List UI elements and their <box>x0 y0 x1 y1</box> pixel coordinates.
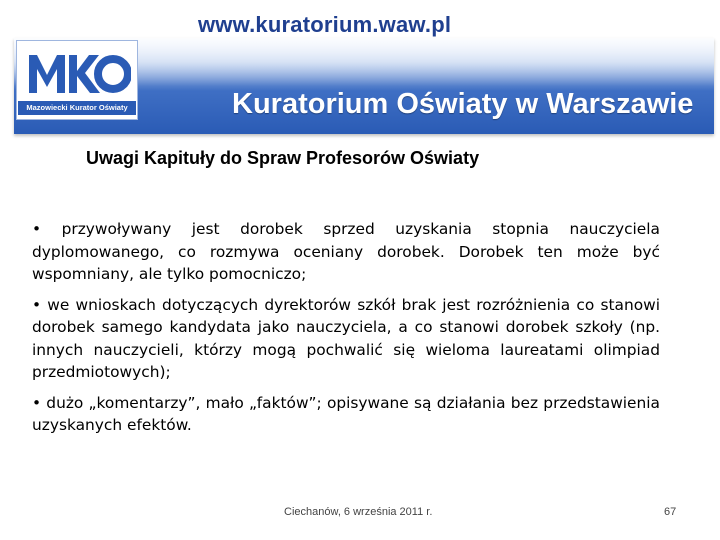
logo-caption: Mazowiecki Kurator Oświaty <box>18 101 136 115</box>
bullet-item: • dużo „komentarzy”, mało „faktów”; opisywane są działania bez przedstawienia uzyskanych efektów. <box>32 393 660 434</box>
header-banner <box>0 0 720 140</box>
footer-place-date: Ciechanów, 6 września 2011 r. <box>284 506 433 518</box>
website-url[interactable]: www.kuratorium.waw.pl <box>198 12 452 37</box>
mko-logo <box>16 40 138 120</box>
institution-name: Kuratorium Oświaty w Warszawie <box>232 88 694 120</box>
slide-title: Uwagi Kapituły do Spraw Profesorów Oświaty <box>86 148 480 168</box>
bullet-item: • przywoływany jest dorobek sprzed uzyskania stopnia nauczyciela dyplomowanego, co rozmywa oceniany dorobek. Dorobek ten może być wspomniany, ale tylko pomocniczo; <box>32 220 660 283</box>
page-number: 67 <box>664 506 677 518</box>
mko-logo-mark-icon <box>23 45 131 101</box>
bullet-item: • we wnioskach dotyczących dyrektorów szkół brak jest rozróżnienia co stanowi dorobek samego kandydata jako nauczyciela, a co stanowi dorobek szkoły (np. innych nauczycieli, którzy mogą pochwalić się wieloma laureatami olimpiad przedmiotowych); <box>32 295 660 381</box>
slide-content <box>32 218 660 445</box>
